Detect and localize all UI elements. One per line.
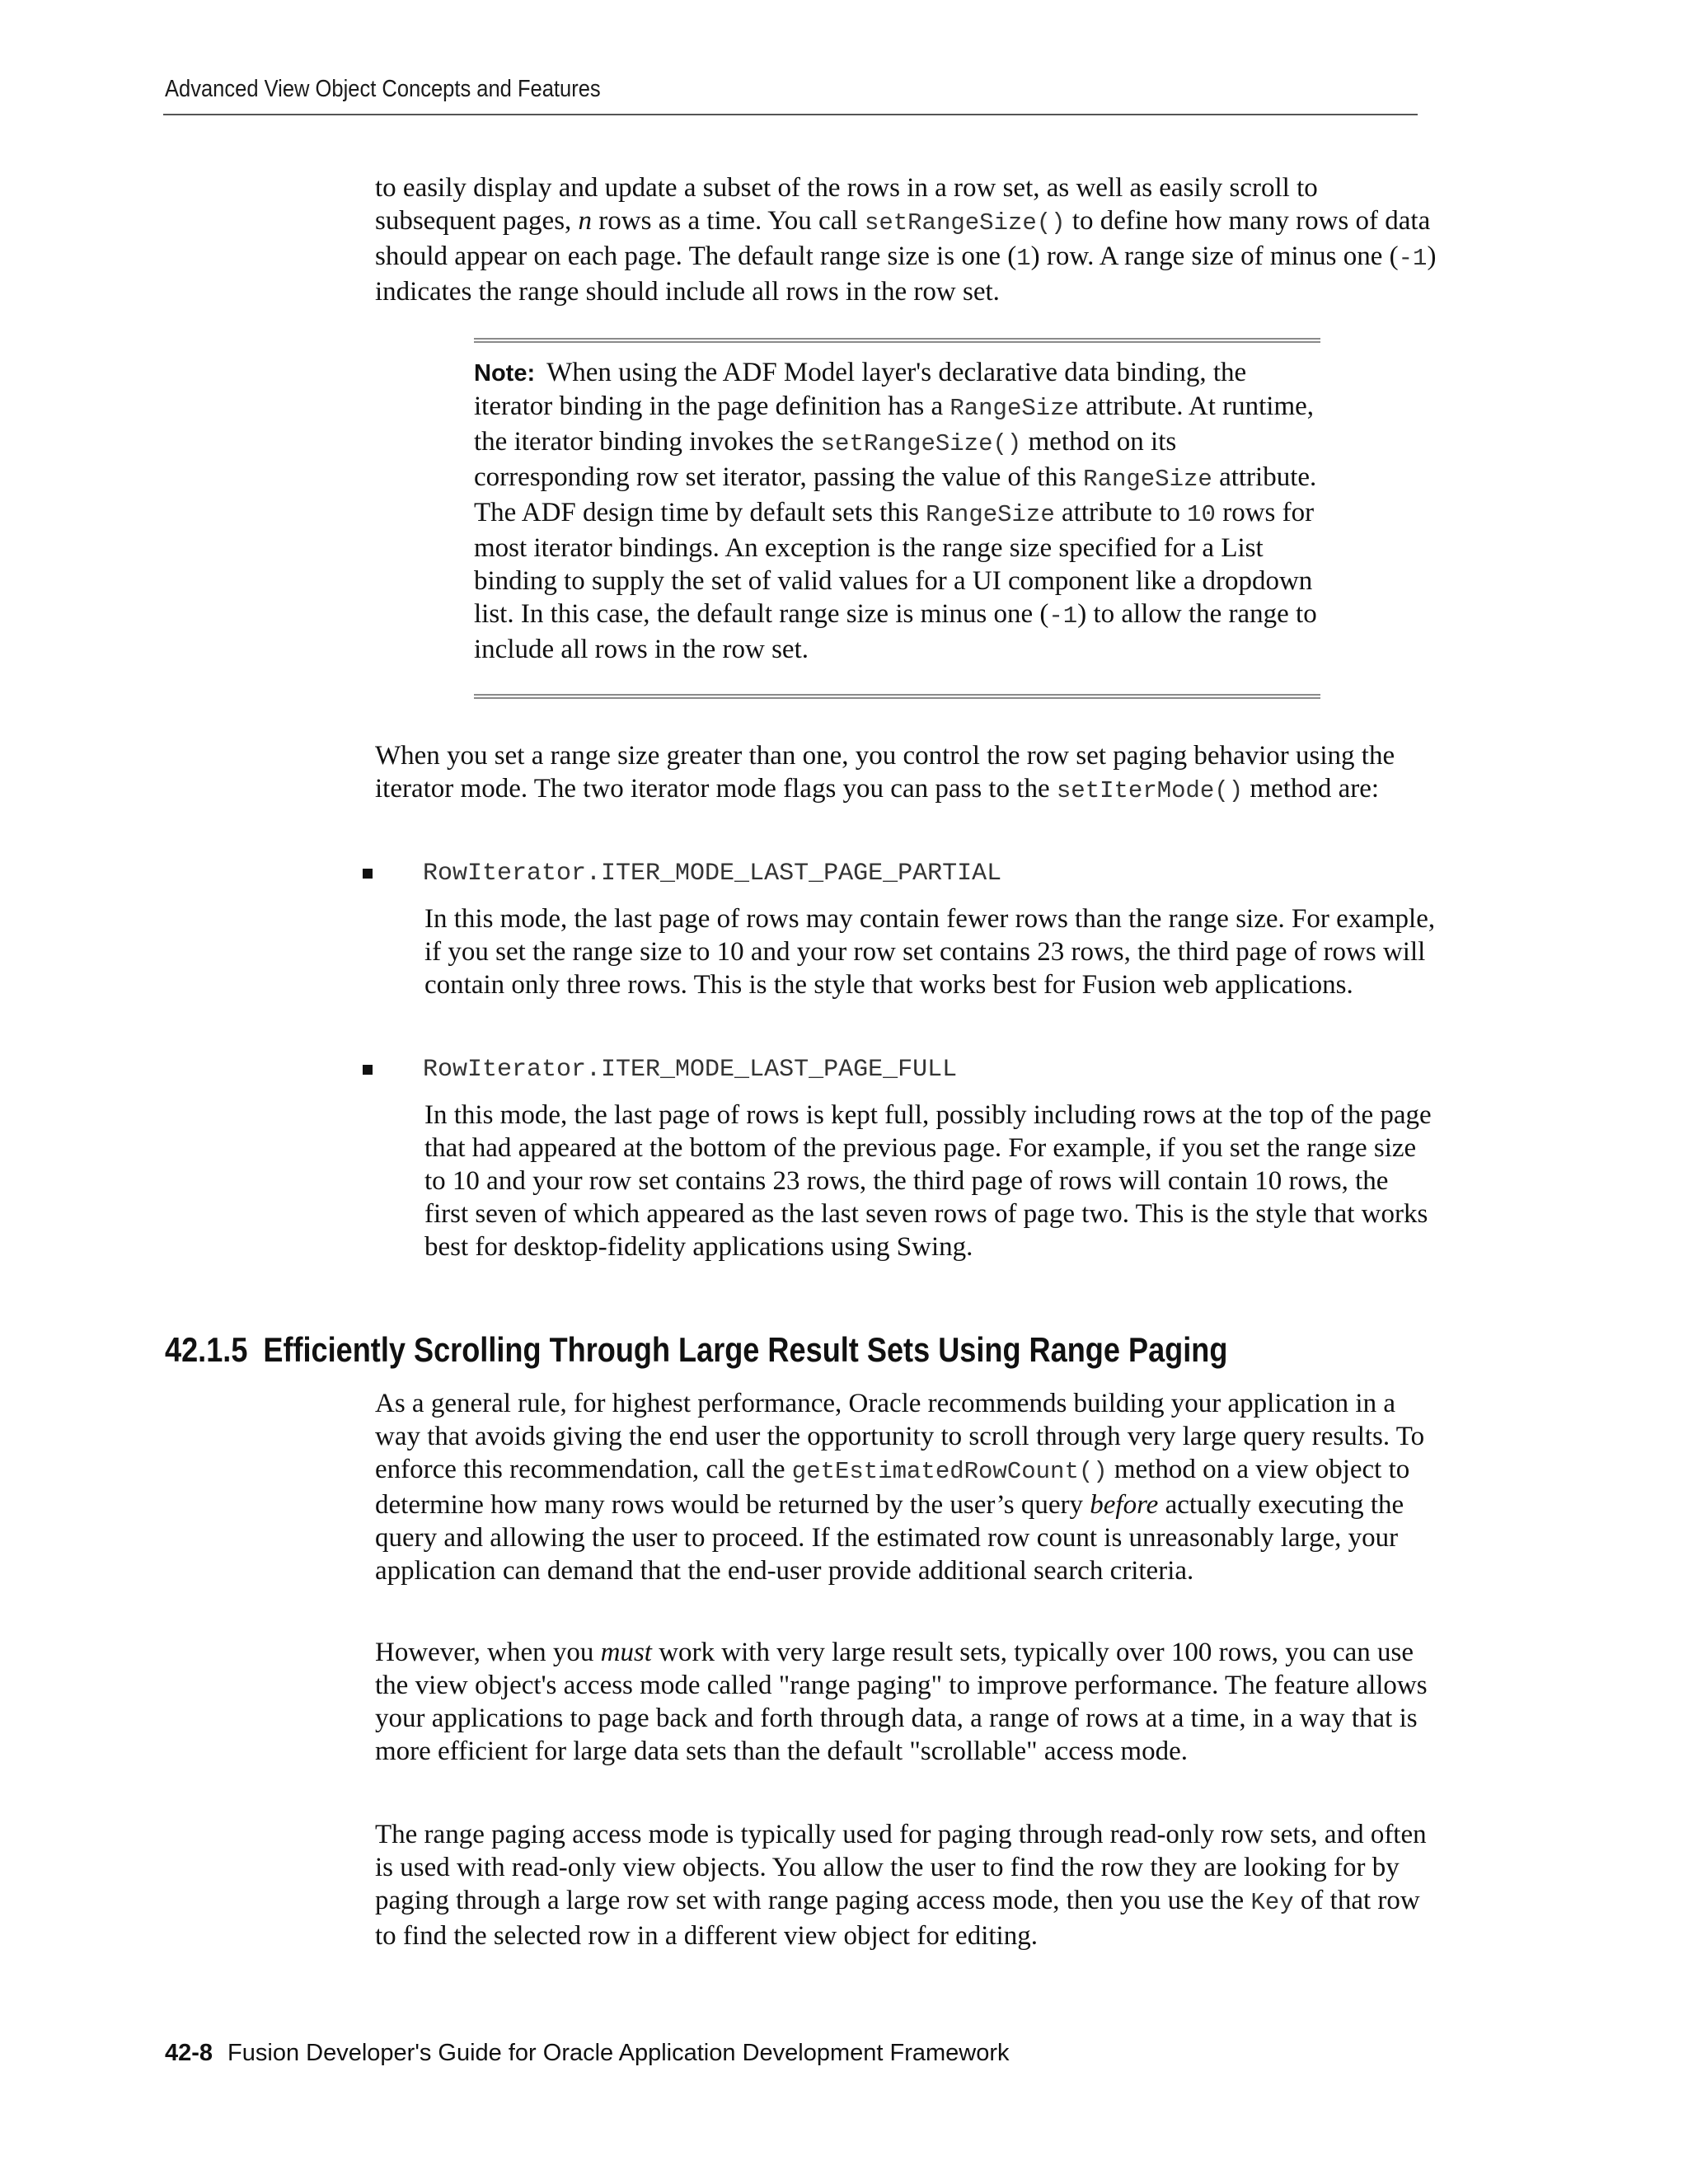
book-title: Fusion Developer's Guide for Oracle Application Development Framework [227,2040,1010,2066]
bullet-square-icon [363,869,373,879]
text-run: ) indicates the range should include all rows in the row set. [375,241,1437,307]
text-run: method on a view object to determine how many rows would be returned by the user’s query [375,1455,1410,1520]
page-number: 42-8 [165,2040,213,2066]
section-title: Efficiently Scrolling Through Large Result Sets Using Range Paging [263,1330,1228,1369]
text-run: ) row. A range size of minus one ( [1030,241,1399,271]
header-rule [163,114,1418,115]
section-number: 42.1.5 [165,1330,248,1369]
text-run: to define how many rows of data should appear on each page. The default range size is one ( [375,206,1431,271]
text-run: actually executing the query and allowing the user to proceed. If the estimated row count is unreasonably large, your application can demand that the end-user provide additional search criteria. [375,1490,1404,1586]
code-getEstimatedRowCount: getEstimatedRowCount() [791,1458,1108,1485]
section-paragraph-2 [375,1636,1438,1768]
note-bottom-rule [474,694,1320,699]
code-setRangeSize: setRangeSize() [864,209,1066,237]
text-run: method are: [1243,774,1380,804]
bullet-description: In this mode, the last page of rows is kept full, possibly including rows at the top of the page that had appeared at the bottom of the previous page. For example, if you set the range size to 10 and your row set contains 23 rows, the third page of rows will contain 10 rows, the first seven of which appeared as the last seven rows of page two. This is the style that works best for desktop-fidelity applications using Swing. [424,1100,1432,1262]
running-header: Advanced View Object Concepts and Features [165,76,601,102]
bullet-description: In this mode, the last page of rows may contain fewer rows than the range size. For example, if you set the range size to 10 and your row set contains 23 rows, the third page of rows will contain only three rows. This is the style that works best for Fusion web applications. [424,904,1436,1000]
iter-mode-paragraph [375,739,1438,808]
code-minus-one: -1 [1048,602,1078,630]
text-run: of that row to find the selected row in a different view object for editing. [375,1886,1420,1951]
note-label: Note: [474,360,536,387]
bullet-code: RowIterator.ITER_MODE_LAST_PAGE_FULL [423,1056,958,1084]
code-RangeSize: RangeSize [926,501,1055,528]
text-run: attribute. At runtime, the iterator binding invokes the [474,391,1315,457]
page-footer [165,2040,1010,2067]
text-run: method on its corresponding row set iterator, passing the value of this [474,427,1177,492]
code-setIterMode: setIterMode() [1056,777,1244,804]
code-RangeSize: RangeSize [1083,466,1212,493]
text-run: attribute. The ADF design time by default sets this [474,462,1317,527]
italic-n: n [578,206,593,236]
text-run: When using the ADF Model layer's declarative data binding, the iterator binding in the page definition has a [474,358,1247,421]
text-run: ) to allow the range to include all rows in the row set. [474,599,1317,664]
section-heading [165,1330,1227,1370]
section-paragraph-1 [375,1387,1438,1587]
text-run: rows for most iterator bindings. An exception is the range size specified for a List binding to supply the set of valid values for a UI component like a dropdown list. In this case, the default range size is minus one ( [474,498,1315,629]
text-run: However, when you [375,1638,601,1667]
code-ten: 10 [1187,501,1216,528]
code-minus-one: -1 [1398,245,1428,272]
text-run: to easily display and update a subset of the rows in a row set, as well as easily scroll to subsequent pages, [375,173,1318,236]
text-run: As a general rule, for highest performance, Oracle recommends building your application in a way that avoids giving the end user the opportunity to scroll through very large query results. To enforce this recommendation, call the [375,1389,1425,1484]
italic-before: before [1090,1490,1159,1520]
section-paragraph-3 [375,1818,1438,1952]
code-one: 1 [1016,245,1031,272]
bullet-square-icon [363,1065,373,1075]
bullet-code: RowIterator.ITER_MODE_LAST_PAGE_PARTIAL [423,860,1002,888]
italic-must: must [600,1638,652,1667]
note-top-rule [474,338,1320,343]
text-run: rows as a time. You call [592,206,865,236]
code-Key: Key [1250,1889,1294,1916]
code-setRangeSize: setRangeSize() [820,430,1022,457]
text-run: attribute to [1054,498,1188,527]
intro-paragraph [375,171,1438,308]
text-run: work with very large result sets, typically over 100 rows, you can use the view object's access mode called "range paging" to improve performance. The feature allows your applications to page back and forth through data, a range of rows at a time, in a way that is more efficient for large data sets than the default "scrollable" access mode. [375,1638,1428,1766]
code-RangeSize: RangeSize [950,395,1079,422]
note-box [474,356,1320,666]
text-run: The range paging access mode is typically used for paging through read-only row sets, and often is used with read-only view objects. You allow the user to find the row they are looking for by paging through a large row set with range paging access mode, then you use the [375,1820,1427,1915]
text-run: When you set a range size greater than one, you control the row set paging behavior using the iterator mode. The two iterator mode flags you can pass to the [375,741,1395,804]
